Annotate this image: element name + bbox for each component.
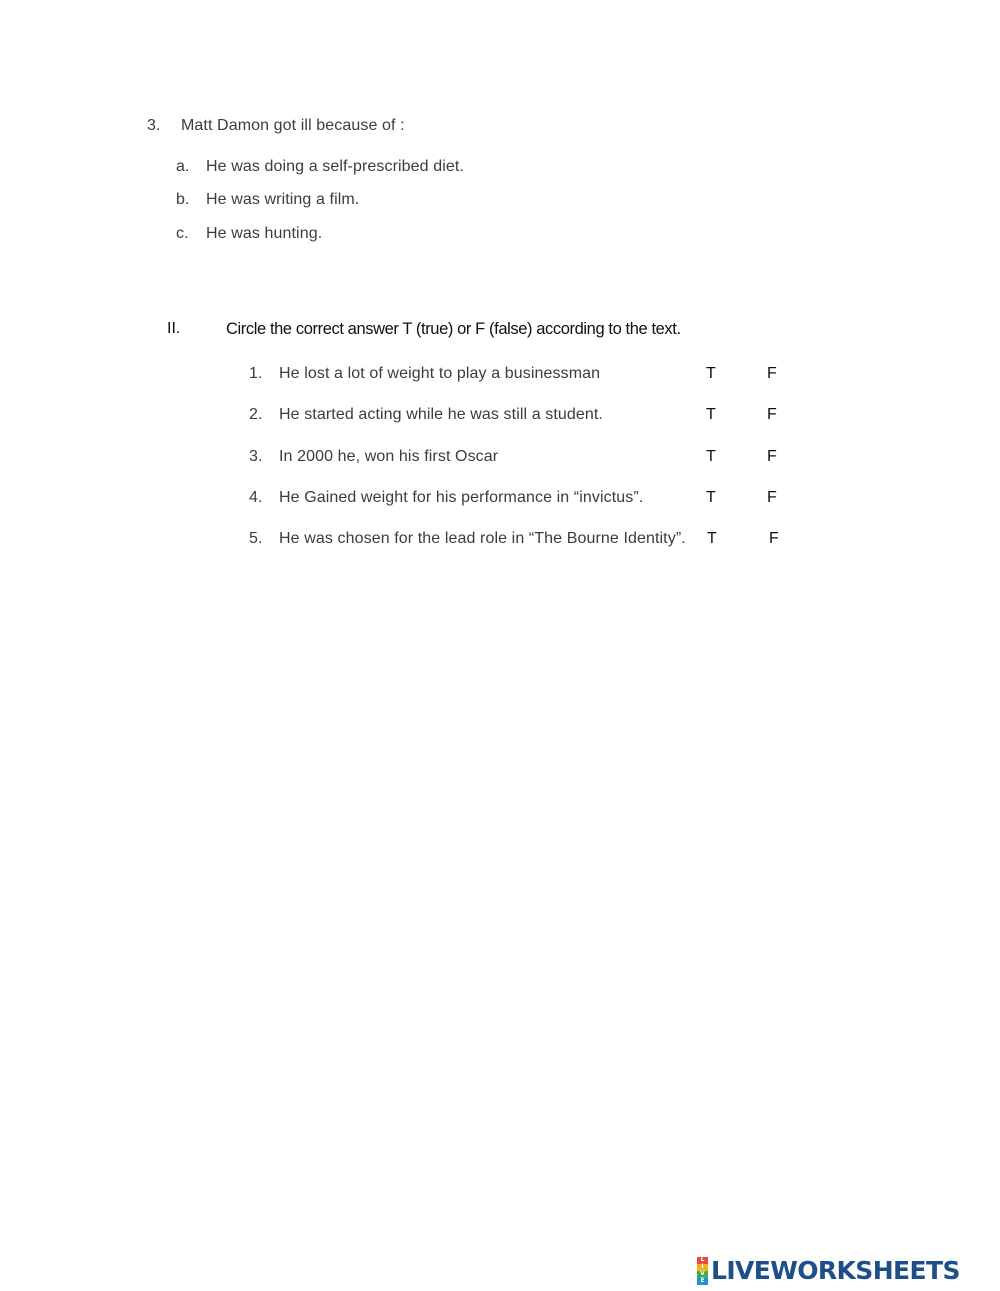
question-number: 3. <box>147 117 161 134</box>
logo-block-e: E <box>697 1278 708 1285</box>
false-option[interactable]: F <box>767 406 777 423</box>
tf-item-text: He lost a lot of weight to play a businessman <box>279 365 601 382</box>
false-option[interactable]: F <box>769 530 779 547</box>
true-option[interactable]: T <box>706 489 716 506</box>
true-option[interactable]: T <box>706 448 716 465</box>
tf-item-text: He was chosen for the lead role in “The Bourne Identity”. <box>279 530 686 547</box>
true-option[interactable]: T <box>706 365 716 382</box>
liveworksheets-logo <box>697 1256 960 1286</box>
logo-block-v: V <box>697 1271 708 1278</box>
section-number: II. <box>167 320 181 337</box>
true-option[interactable]: T <box>706 406 716 423</box>
true-option[interactable]: T <box>707 530 717 547</box>
logo-text: LIVEWORKSHEETS <box>711 1256 960 1285</box>
tf-item-text: In 2000 he, won his first Oscar <box>279 448 499 465</box>
false-option[interactable]: F <box>767 365 777 382</box>
false-option[interactable]: F <box>767 489 777 506</box>
option-text-c: He was hunting. <box>206 225 323 242</box>
tf-item-number: 1. <box>249 365 263 382</box>
option-text-b: He was writing a film. <box>206 191 360 208</box>
option-text-a: He was doing a self-prescribed diet. <box>206 158 464 175</box>
logo-blocks <box>697 1257 708 1285</box>
tf-item-number: 5. <box>249 530 263 547</box>
logo-block-i: I <box>697 1264 708 1271</box>
option-letter-a: a. <box>176 158 190 175</box>
logo-block-l: L <box>697 1257 708 1264</box>
question-text: Matt Damon got ill because of : <box>181 117 405 134</box>
option-letter-c: c. <box>176 225 189 242</box>
tf-item-text: He Gained weight for his performance in “invictus”. <box>279 489 644 506</box>
tf-item-number: 2. <box>249 406 263 423</box>
tf-item-number: 3. <box>249 448 263 465</box>
section-instruction: Circle the correct answer T (true) or F (false) according to the text. <box>226 320 681 338</box>
tf-item-number: 4. <box>249 489 263 506</box>
false-option[interactable]: F <box>767 448 777 465</box>
option-letter-b: b. <box>176 191 190 208</box>
tf-item-text: He started acting while he was still a student. <box>279 406 603 423</box>
